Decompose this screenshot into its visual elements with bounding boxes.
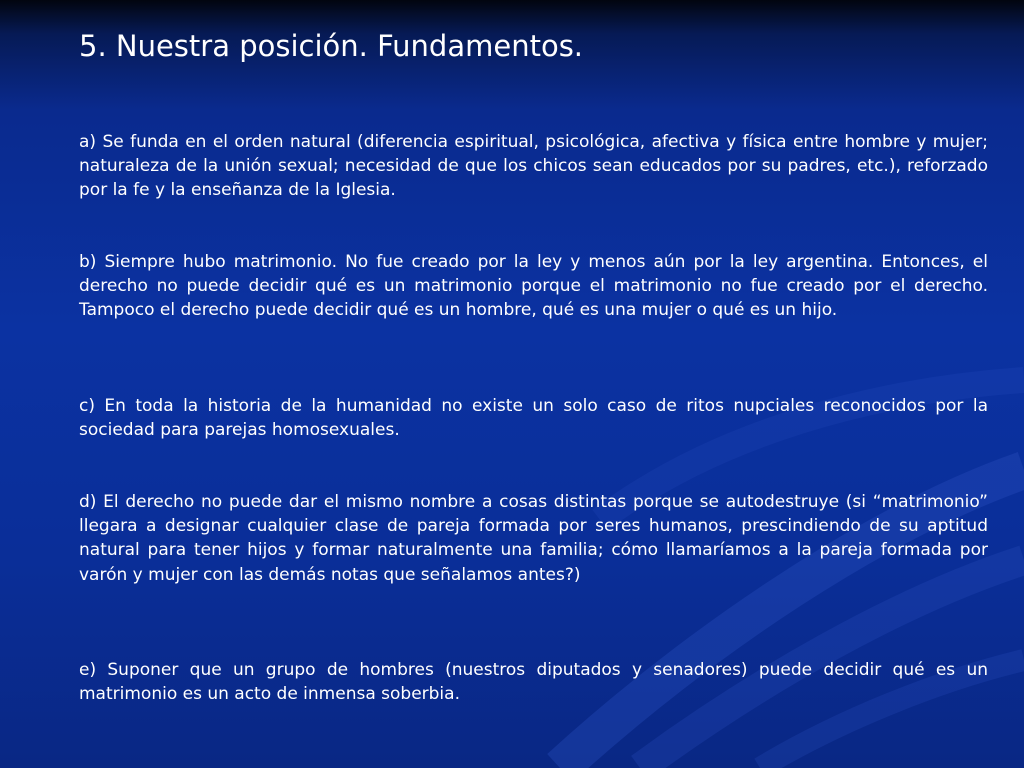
paragraph-c: c) En toda la historia de la humanidad no existe un solo caso de ritos nupciales reconocidos por la sociedad para parejas homosexuales. [79, 396, 988, 441]
paragraph-d: d) El derecho no puede dar el mismo nombre a cosas distintas porque se autodestruye (si “matrimonio” llegara a designar cualquier clase de pareja formada por seres humanos, prescindiendo de su aptitud natural para tener hijos y formar naturalmente una familia; cómo llamaríamos a la pareja formada por varón y mujer con las demás notas que señalamos antes?) [79, 492, 988, 585]
paragraph-b: b) Siempre hubo matrimonio. No fue creado por la ley y menos aún por la ley argentina. Entonces, el derecho no puede decidir qué es un matrimonio porque el matrimonio no fue creado por el derecho. Tampoco el derecho puede decidir qué es un hombre, qué es una mujer o qué es un hijo. [79, 252, 988, 321]
paragraph-e: e) Suponer que un grupo de hombres (nuestros diputados y senadores) puede decidir qué es un matrimonio es un acto de inmensa soberbia. [79, 660, 988, 705]
paragraph-a: a) Se funda en el orden natural (diferencia espiritual, psicológica, afectiva y física entre hombre y mujer; naturaleza de la unión sexual; necesidad de que los chicos sean educados por su padres, etc.), reforzado por la fe y la enseñanza de la Iglesia. [79, 132, 988, 201]
slide-title: 5. Nuestra posición. Fundamentos. [79, 29, 584, 63]
